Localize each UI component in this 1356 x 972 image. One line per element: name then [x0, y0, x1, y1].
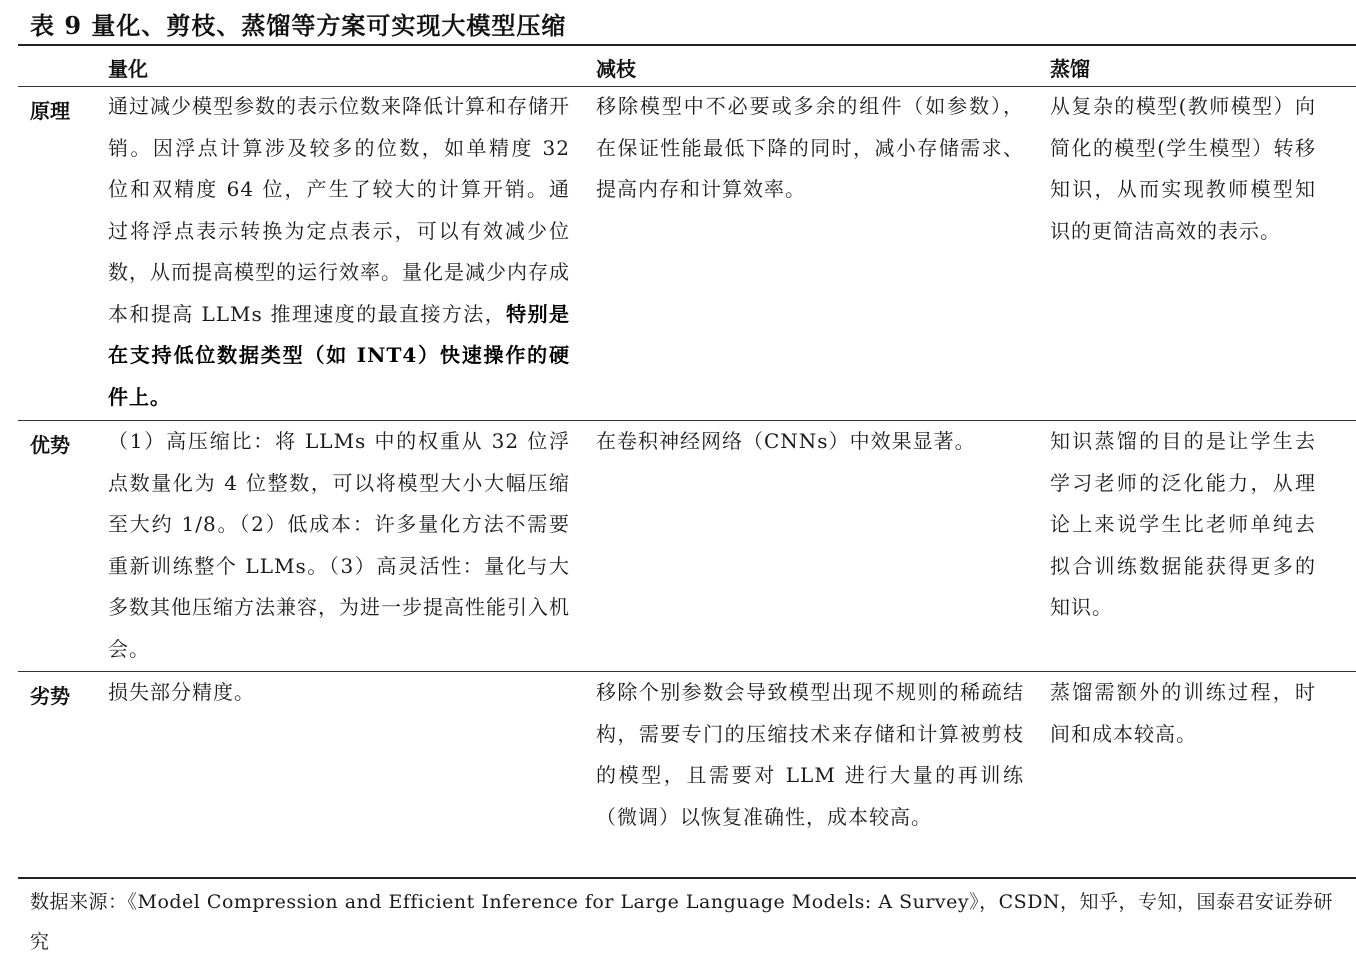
source-note: 数据来源：《Model Compression and Efficient Inference for Large Language Models: A Survey》，CSDN，知乎，专知，国泰君安证券研究: [30, 891, 1334, 953]
top-rule: [18, 44, 1356, 46]
cell-disadvantage-pruning: 移除个别参数会导致模型出现不规则的稀疏结构，需要专门的压缩技术来存储和计算被剪枝的模型，且需要对 LLM 进行大量的再训练（微调）以恢复准确性，成本较高。: [596, 680, 1024, 829]
cell-disadvantage-quantization: 损失部分精度。: [108, 680, 255, 704]
row-label-disadvantage: 劣势: [30, 684, 70, 708]
cell-principle-quantization: [108, 86, 570, 418]
cell-advantage-quantization: （1）高压缩比：将 LLMs 中的权重从 32 位浮点数量化为 4 位整数，可以将模型大小大幅压缩至大约 1/8。（2）低成本：许多量化方法不需要重新训练整个 LLMs。（3）高灵活性：量化与大多数其他压缩方法兼容，为进一步提高性能引入机会。: [108, 429, 570, 661]
column-header-distillation: 蒸馏: [1050, 57, 1090, 81]
column-header-quantization: 量化: [108, 57, 148, 81]
row-label-principle: 原理: [30, 99, 70, 123]
bottom-rule: [18, 877, 1356, 879]
row-label-advantage: 优势: [30, 433, 70, 457]
cell-disadvantage-distillation: 蒸馏需额外的训练过程，时间和成本较高。: [1050, 680, 1316, 746]
cell-principle-quantization-text: 通过减少模型参数的表示位数来降低计算和存储开销。因浮点计算涉及较多的位数，如单精度 32 位和双精度 64 位，产生了较大的计算开销。通过将浮点表示转换为定点表示，可以有效减少位数，从而提高模型的运行效率。量化是减少内存成本和提高 LLMs 推理速度的最直接方法，: [108, 94, 570, 326]
table-title: 表 9 量化、剪枝、蒸馏等方案可实现大模型压缩: [30, 11, 567, 40]
cell-principle-pruning: 移除模型中不必要或多余的组件（如参数），在保证性能最低下降的同时，减小存储需求、提高内存和计算效率。: [596, 94, 1024, 201]
cell-principle-distillation: 从复杂的模型(教师模型）向简化的模型(学生模型）转移知识，从而实现教师模型知识的更简洁高效的表示。: [1050, 94, 1316, 243]
column-header-pruning: 减枝: [596, 57, 636, 81]
cell-advantage-distillation: 知识蒸馏的目的是让学生去学习老师的泛化能力，从理论上来说学生比老师单纯去拟合训练数据能获得更多的知识。: [1050, 429, 1316, 619]
cell-advantage-pruning: 在卷积神经网络（CNNs）中效果显著。: [596, 429, 976, 453]
cell-principle-quantization-bold: 特别是在支持低位数据类型（如 INT4）快速操作的硬件上。: [108, 301, 570, 409]
